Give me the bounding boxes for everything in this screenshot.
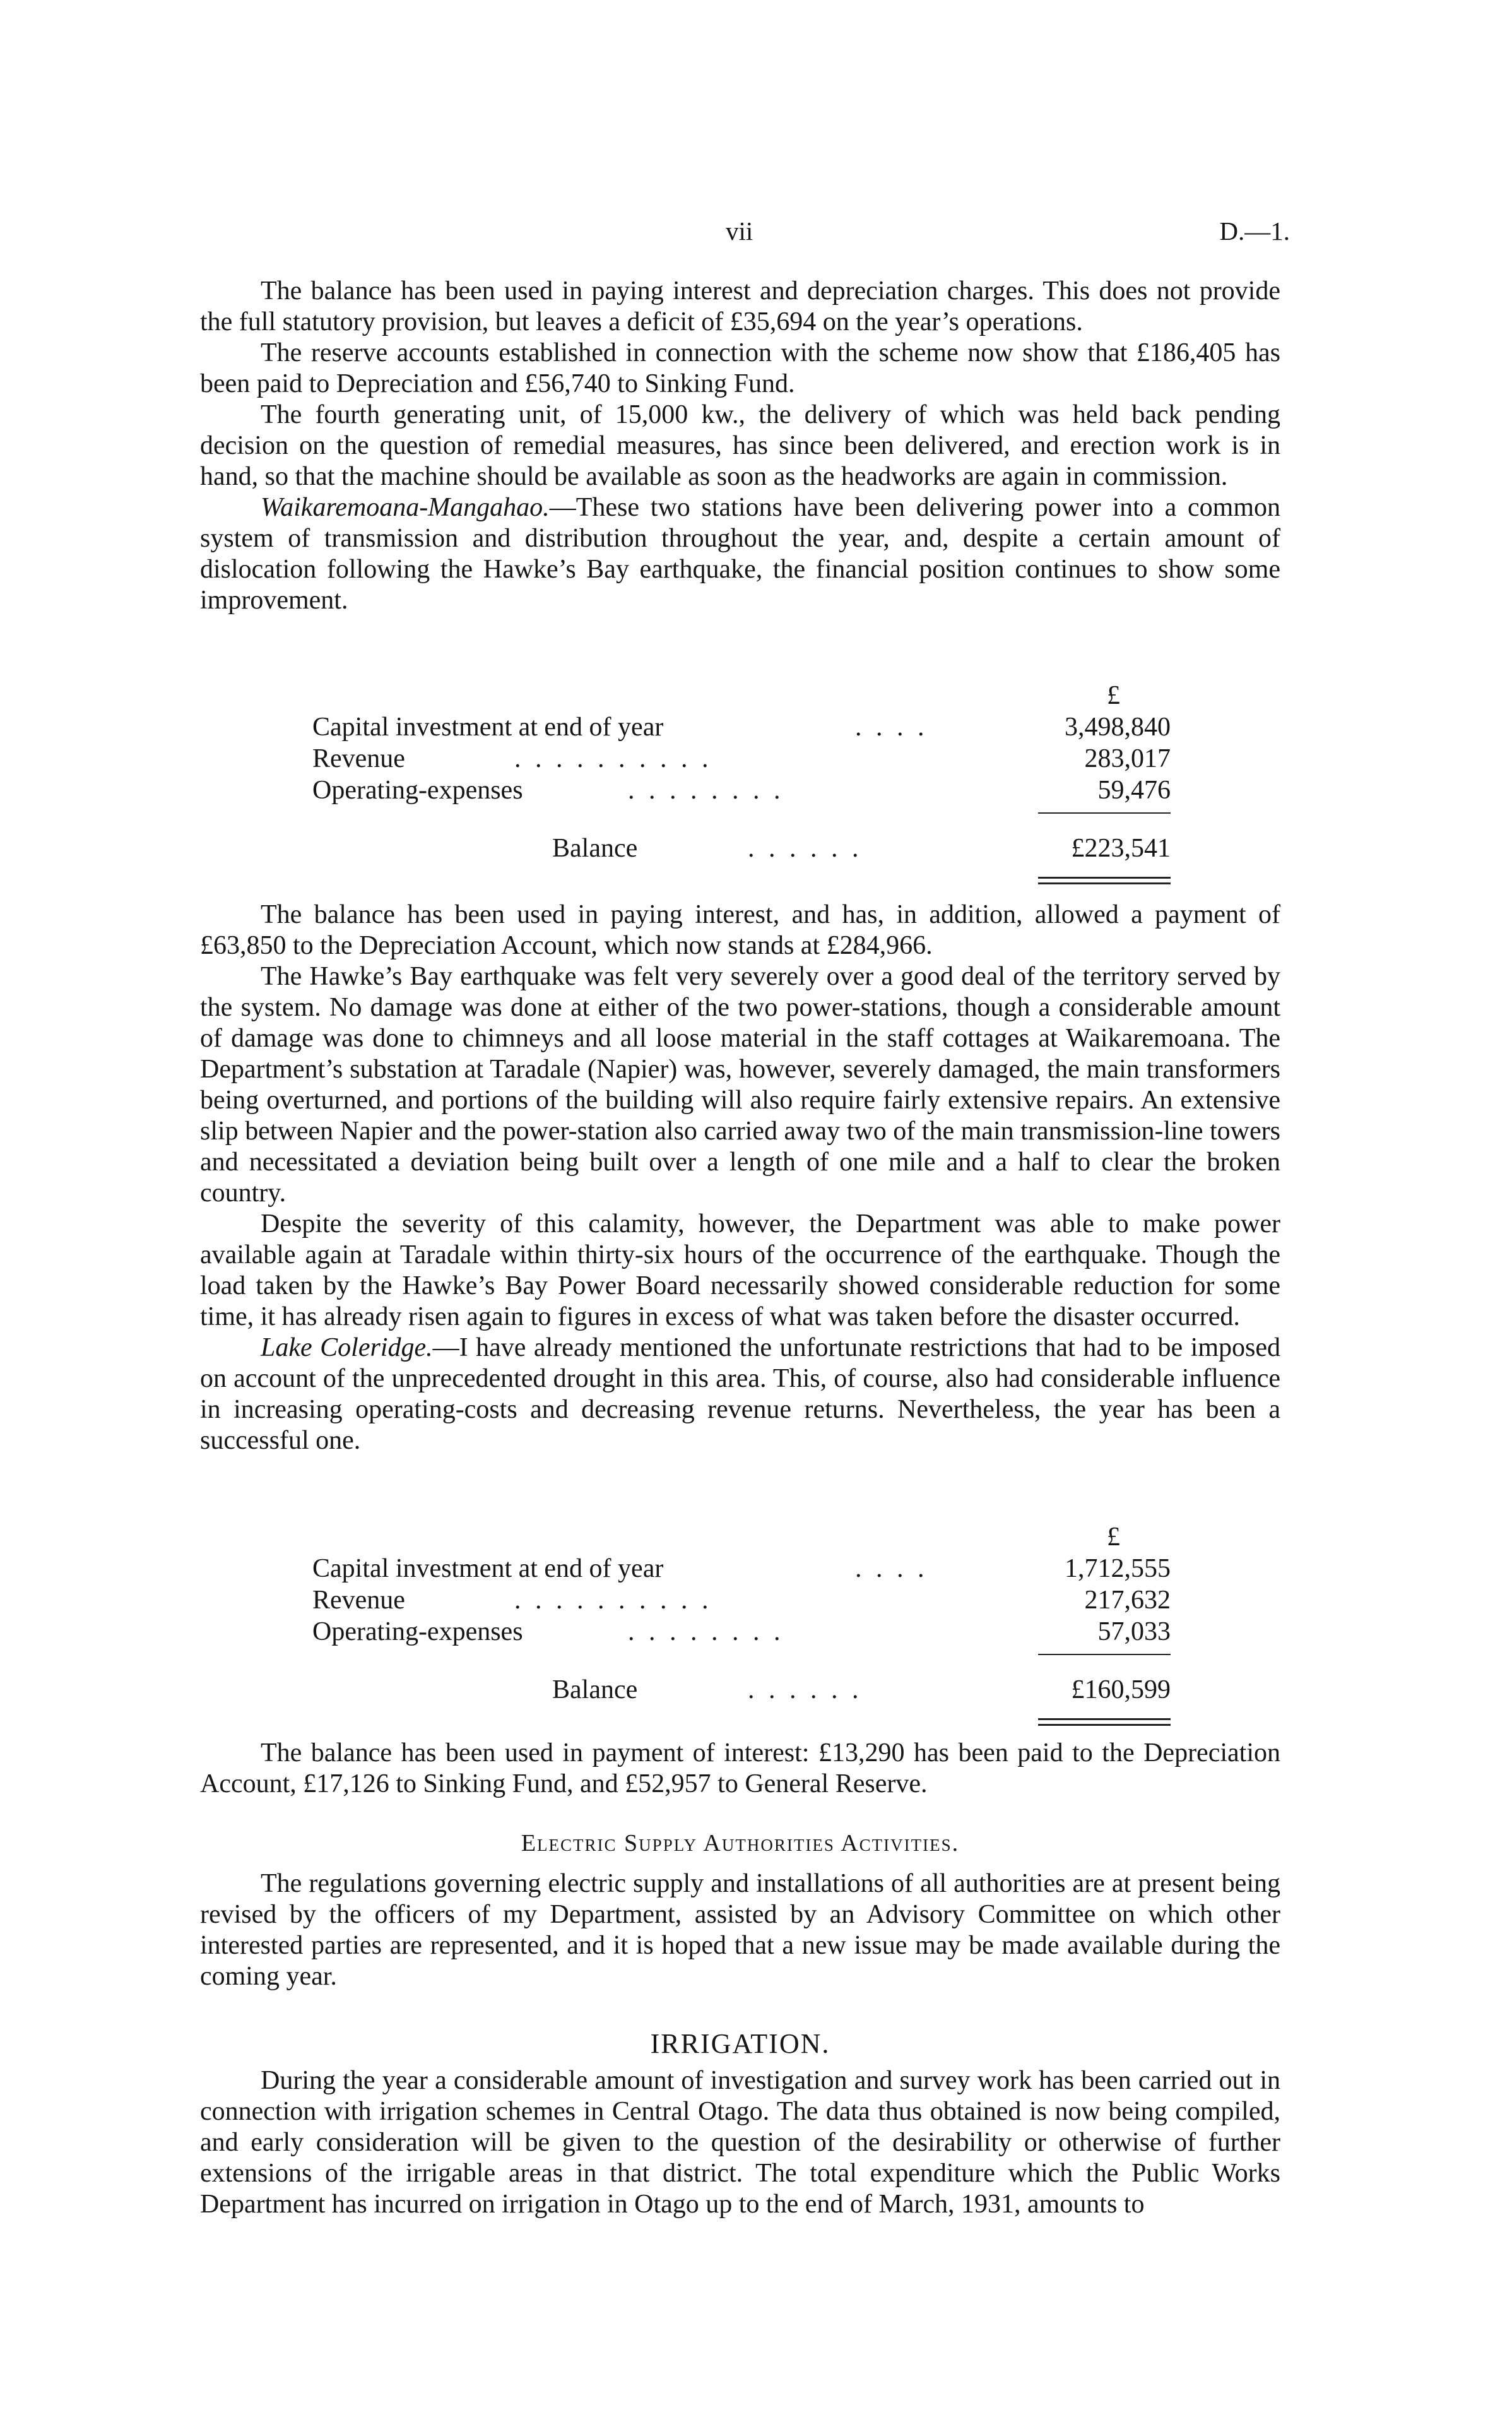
row-label: Capital investment at end of year xyxy=(312,1554,664,1583)
leader-dots: . . . . . . . . . . xyxy=(514,1586,712,1615)
leader-dots: . . . . . . xyxy=(748,834,863,863)
page-header xyxy=(0,216,1512,254)
row-value: 59,476 xyxy=(1097,776,1171,805)
row-label: Operating-expenses xyxy=(312,1617,523,1646)
paragraph: The fourth generating unit, of 15,000 kw., the delivery of which was held back pending decision on the question of remedial measures, has since been delivered, and erection work is in hand, so that the machine should be available as soon as the headworks are again in commission. xyxy=(200,400,1280,491)
sum-rule xyxy=(1038,812,1171,814)
paragraph-body: —These two stations have been delivering power into a common system of transmission and distribution throughout the year, and, despite a certain amount of dislocation following the Hawke’s Bay earthquake, the financial position continues to show some improvement. xyxy=(200,493,1280,615)
table-row xyxy=(312,1616,1171,1648)
paragraph-lead: Lake Coleridge. xyxy=(261,1333,433,1362)
row-value: 3,498,840 xyxy=(1065,713,1171,742)
balance-value: £160,599 xyxy=(1071,1675,1171,1704)
paragraph-body: —I have already mentioned the unfortunate restrictions that had to be imposed on account of the unprecedented drought in this area. This, of course, also had considerable influence in increasing operating-costs and decreasing revenue returns. Nevertheless, the year has been a successful one. xyxy=(200,1333,1281,1455)
row-label: Operating-expenses xyxy=(312,776,523,805)
leader-dots: . . . . . . xyxy=(748,1675,863,1704)
double-rule xyxy=(1038,1718,1171,1726)
leader-dots: . . . . . . . . xyxy=(628,776,784,805)
double-rule xyxy=(1038,877,1171,884)
row-value: 57,033 xyxy=(1097,1617,1171,1646)
leader-dots: . . . . xyxy=(855,1554,928,1583)
balance-row xyxy=(312,833,1171,864)
row-value: 283,017 xyxy=(1084,744,1171,773)
table-row xyxy=(312,743,1171,775)
text-block-irrigation xyxy=(200,2065,1280,2220)
paragraph xyxy=(200,1333,1280,1456)
currency-symbol: £ xyxy=(1107,1523,1120,1552)
balance-row xyxy=(312,1674,1171,1706)
leader-dots: . . . . . . . . xyxy=(628,1617,784,1646)
row-label: Revenue xyxy=(312,1586,405,1615)
currency-row xyxy=(312,680,1171,711)
paragraph: The reserve accounts established in connection with the scheme now show that £186,405 has been paid to Depreciation and £56,740 to Sinking Fund. xyxy=(200,338,1280,398)
table-row xyxy=(312,1553,1171,1584)
section-heading-electric: Electric Supply Authorities Activities. xyxy=(521,1830,960,1856)
text-block-1 xyxy=(200,276,1280,616)
text-block-electric xyxy=(200,1868,1280,1992)
row-value: 217,632 xyxy=(1084,1586,1171,1615)
currency-symbol: £ xyxy=(1107,681,1120,710)
table-row xyxy=(312,1584,1171,1616)
document-reference: D.—1. xyxy=(1219,217,1290,246)
paragraph xyxy=(200,492,1280,616)
paragraph: The regulations governing electric supply and installations of all authorities are at present being revised by the officers of my Department, assisted by an Advisory Committee on which other interested parties are represented, and it is hoped that a new issue may be made available during the coming year. xyxy=(200,1869,1280,1991)
paragraph-lead: Waikaremoana-Mangahao. xyxy=(261,493,550,522)
row-value: 1,712,555 xyxy=(1065,1554,1171,1583)
paragraph: Despite the severity of this calamity, however, the Department was able to make power available again at Taradale within thirty-six hours of the occurrence of the earthquake. Though the load taken by the Hawke’s Bay Power Board necessarily showed considerable reduction for some time, it has already risen again to figures in excess of what was taken before the disaster occurred. xyxy=(200,1209,1280,1331)
paragraph: The balance has been used in paying interest and depreciation charges. This does not provide the full statutory provision, but leaves a deficit of £35,694 on the year’s operations. xyxy=(200,276,1280,336)
paragraph: The balance has been used in paying interest, and has, in addition, allowed a payment of £63,850 to the Depreciation Account, which now stands at £284,966. xyxy=(200,900,1280,960)
paragraph: During the year a considerable amount of investigation and survey work has been carried out in connection with irrigation schemes in Central Otago. The data thus obtained is now being compiled, and early consideration will be given to the question of the desirability or otherwise of further extensions of the irrigable areas in that district. The total expenditure which the Public Works Department has incurred on irrigation in Otago up to the end of March, 1931, amounts to xyxy=(200,2066,1280,2219)
financial-table-coleridge xyxy=(312,1521,1171,1706)
balance-value: £223,541 xyxy=(1071,834,1171,863)
leader-dots: . . . . . . . . . . xyxy=(514,744,712,773)
row-label: Capital investment at end of year xyxy=(312,713,664,742)
paragraph: The balance has been used in payment of interest: £13,290 has been paid to the Depreciation Account, £17,126 to Sinking Fund, and £52,957 to General Reserve. xyxy=(200,1738,1280,1798)
paragraph: The Hawke’s Bay earthquake was felt very severely over a good deal of the territory served by the system. No damage was done at either of the two power-stations, though a considerable amount of damage was done to chimneys and all loose material in the staff cottages at Waikaremoana. The Department’s substation at Taradale (Napier) was, however, severely damaged, the main transformers being overturned, and portions of the building will also require fairly extensive repairs. An extensive slip between Napier and the power-station also carried away two of the main transmission-line towers and necessitated a deviation being built over a length of one mile and a half to clear the broken country. xyxy=(200,962,1280,1208)
financial-table-waikaremoana xyxy=(312,680,1171,864)
table-row xyxy=(312,711,1171,743)
text-block-3 xyxy=(200,1738,1280,1800)
text-block-2 xyxy=(200,900,1280,1456)
sum-rule xyxy=(1038,1654,1171,1655)
balance-label: Balance xyxy=(552,834,638,863)
currency-row xyxy=(312,1521,1171,1553)
row-label: Revenue xyxy=(312,744,405,773)
table-row xyxy=(312,775,1171,806)
section-heading-irrigation: IRRIGATION. xyxy=(650,2028,830,2059)
balance-label: Balance xyxy=(552,1675,638,1704)
leader-dots: . . . . xyxy=(855,713,928,742)
page-number: vii xyxy=(726,217,753,246)
